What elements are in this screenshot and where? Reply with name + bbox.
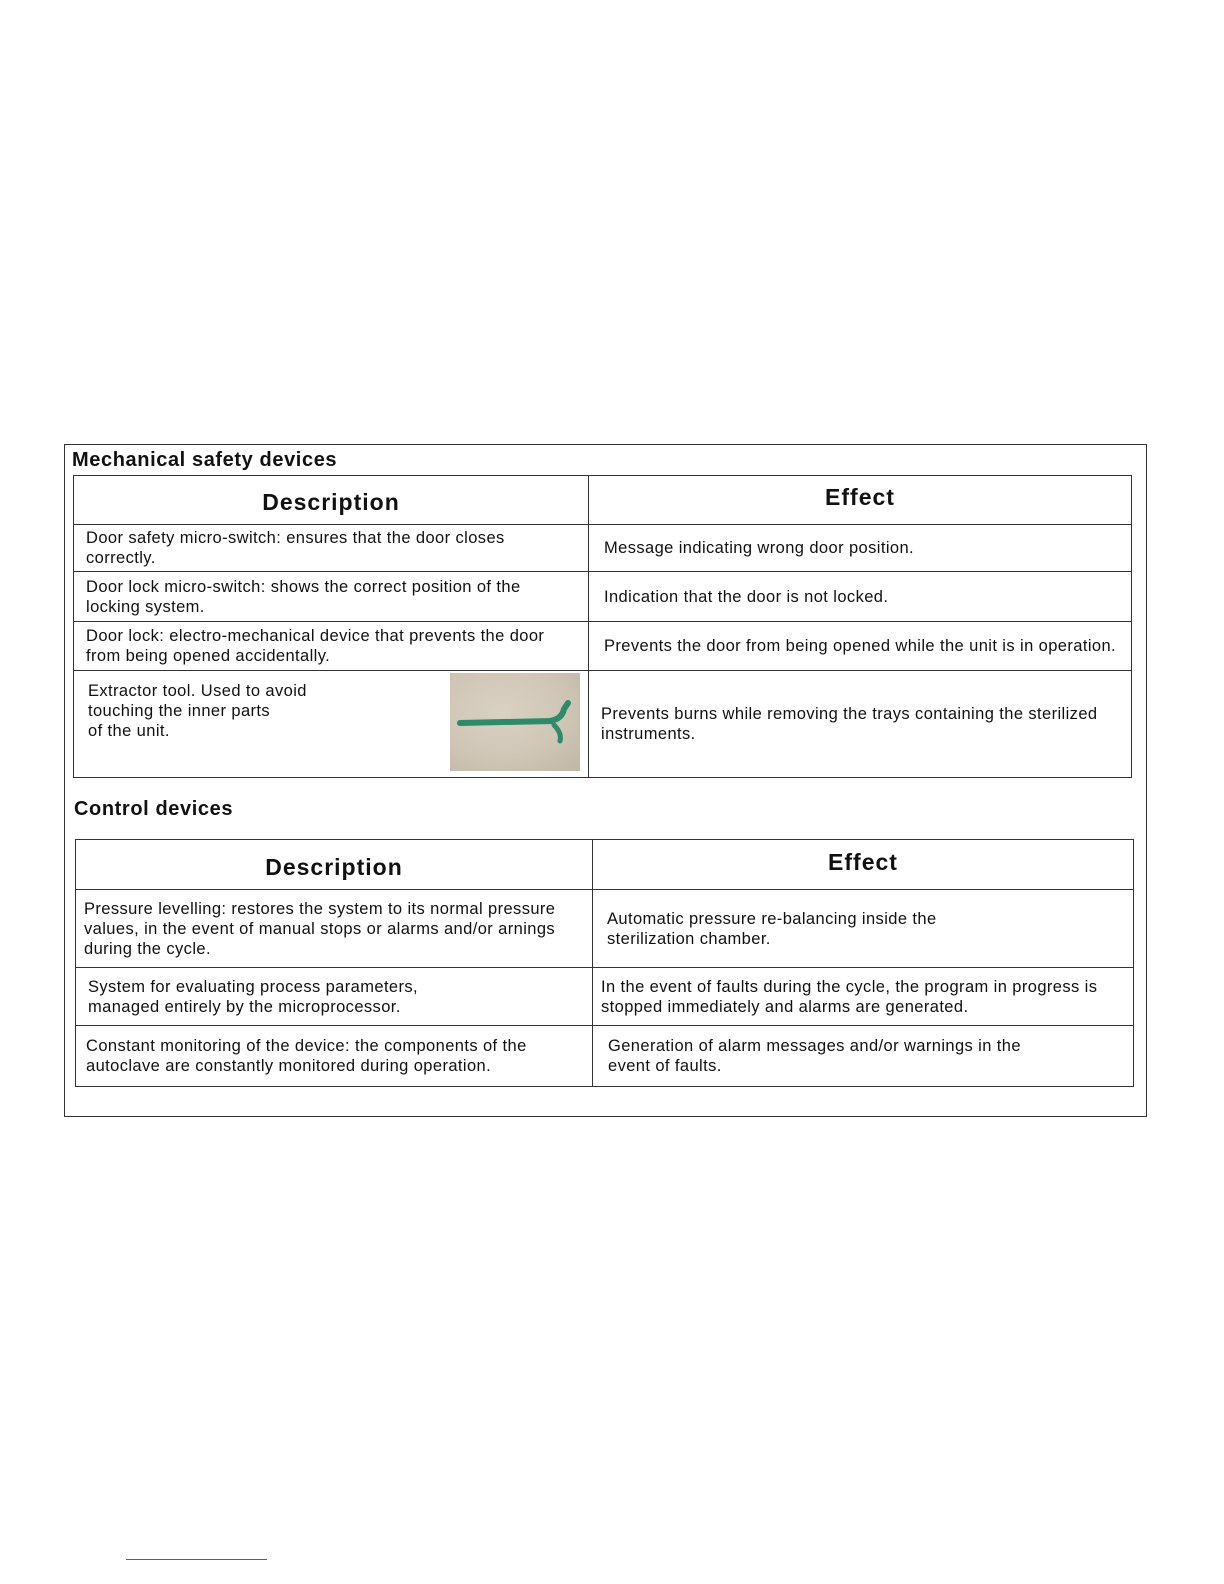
extractor-tool-photo	[450, 673, 580, 771]
description-cell: System for evaluating process parameters, managed entirely by the microprocessor.	[76, 968, 593, 1026]
table-row	[76, 1026, 1134, 1087]
text-line: Extractor tool. Used to avoid	[88, 682, 307, 700]
effect-cell: Automatic pressure re-balancing inside the sterilization chamber.	[593, 890, 1134, 968]
extractor-tool-icon	[450, 673, 580, 771]
table-header-row	[76, 840, 1134, 890]
description-cell: Pressure levelling: restores the system to its normal pressure values, in the event of manual stops or alarms and/or arnings during the cycle.	[76, 890, 593, 968]
table-row	[74, 671, 1132, 778]
description-cell	[74, 671, 589, 778]
effect-cell: Indication that the door is not locked.	[589, 572, 1132, 622]
table-header-row	[74, 476, 1132, 525]
effect-cell: Prevents the door from being opened while the unit is in operation.	[589, 622, 1132, 671]
text-line: touching the inner parts	[88, 702, 271, 720]
extractor-tool-description	[88, 681, 307, 741]
control-section-title: Control devices	[74, 798, 234, 820]
table-row	[76, 968, 1134, 1026]
description-cell: Door lock: electro-mechanical device that prevents the door from being opened accidentally.	[74, 622, 589, 671]
description-cell: Door safety micro-switch: ensures that the door closes correctly.	[74, 525, 589, 572]
table-row	[74, 525, 1132, 572]
control-devices-table	[75, 839, 1134, 1087]
table-row	[74, 572, 1132, 622]
table-row	[74, 622, 1132, 671]
mechanical-safety-table	[73, 475, 1132, 778]
column-header-effect: Effect	[589, 476, 1132, 525]
effect-cell: In the event of faults during the cycle, the program in progress is stopped immediately and alarms are generated.	[593, 968, 1134, 1026]
text-line: of the unit.	[88, 722, 170, 740]
table-row	[76, 890, 1134, 968]
effect-cell: Message indicating wrong door position.	[589, 525, 1132, 572]
effect-cell: Generation of alarm messages and/or warnings in the event of faults.	[593, 1026, 1134, 1087]
effect-cell: Prevents burns while removing the trays containing the sterilized instruments.	[589, 671, 1132, 778]
column-header-effect: Effect	[593, 840, 1134, 890]
mechanical-section-title: Mechanical safety devices	[72, 449, 338, 471]
column-header-description: Description	[76, 840, 593, 890]
column-header-description: Description	[74, 476, 589, 525]
footer-divider	[126, 1559, 267, 1560]
description-cell: Constant monitoring of the device: the components of the autoclave are constantly monitored during operation.	[76, 1026, 593, 1087]
description-cell: Door lock micro-switch: shows the correct position of the locking system.	[74, 572, 589, 622]
